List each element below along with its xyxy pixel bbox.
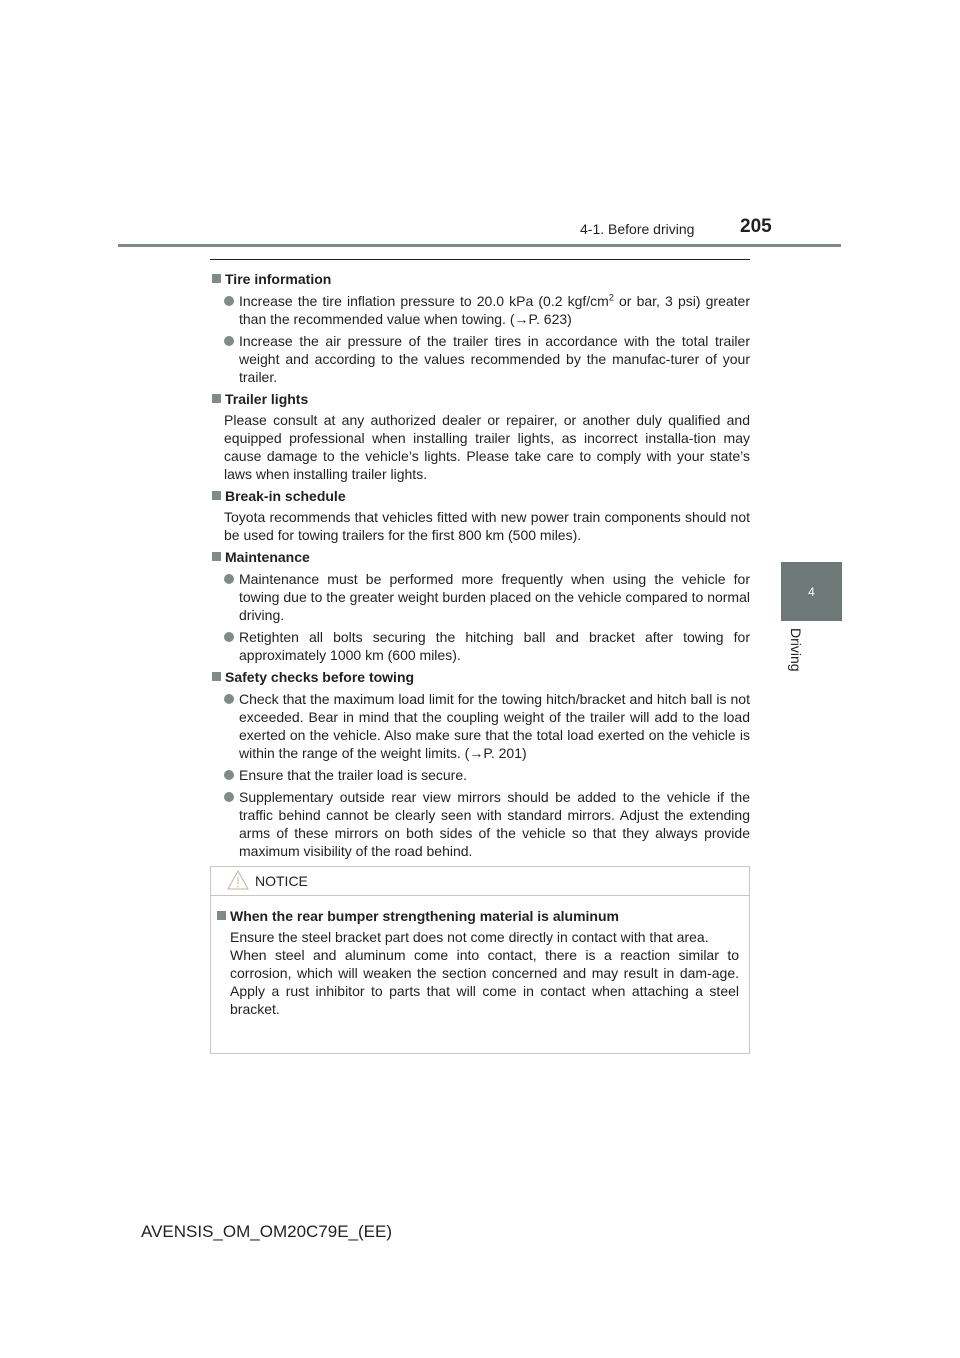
document-code: AVENSIS_OM_OM20C79E_(EE) xyxy=(141,1222,392,1241)
square-bullet-icon xyxy=(212,274,221,283)
notice-heading-text: When the rear bumper strengthening material is aluminum xyxy=(230,908,619,924)
list-item xyxy=(210,332,750,386)
header-rule xyxy=(118,244,841,247)
section-break-in-schedule xyxy=(210,487,750,544)
square-bullet-icon xyxy=(212,552,221,561)
paragraph: Toyota recommends that vehicles fitted with new power train components should not be used for towing trailers for the first 800 km (500 miles). xyxy=(224,509,750,543)
square-bullet-icon xyxy=(217,911,226,920)
section-heading-text: Tire information xyxy=(225,271,332,287)
notice-heading xyxy=(211,907,749,925)
list-item xyxy=(210,292,750,328)
list-item-text: Maintenance must be performed more frequently when using the vehicle for towing due to the greater weight burden placed on the vehicle compared to normal driving. xyxy=(239,571,750,623)
notice-label: NOTICE xyxy=(255,873,308,889)
notice-body xyxy=(211,907,749,1018)
section-heading xyxy=(210,548,750,566)
main-content xyxy=(210,266,750,860)
section-heading xyxy=(210,390,750,408)
list-item-text: Retighten all bolts securing the hitching ball and bracket after towing for approximately 1000 km (600 miles). xyxy=(239,629,750,663)
circle-bullet-icon xyxy=(224,336,234,346)
chapter-tab xyxy=(781,562,842,621)
content-rule xyxy=(210,259,750,260)
list-item-text: Check that the maximum load limit for the towing hitch/bracket and hitch ball is not exceeded. Bear in mind that the coupling weight of the trailer will add to the load exerted on the vehicle. Also make sure that the total load exerted on the vehicle is within the range of the weight limits. (→P. 201) xyxy=(239,691,750,761)
section-maintenance xyxy=(210,548,750,664)
circle-bullet-icon xyxy=(224,296,234,306)
circle-bullet-icon xyxy=(224,632,234,642)
notice-box xyxy=(210,866,750,1054)
chapter-tab-label: Driving xyxy=(788,628,804,672)
square-bullet-icon xyxy=(212,394,221,403)
section-safety-checks xyxy=(210,668,750,860)
list-item xyxy=(210,570,750,624)
notice-header xyxy=(211,867,749,896)
list-item-text: or bar, 3 psi) greater than the recommended value when towing. (→P. 623) xyxy=(239,293,750,327)
list-item xyxy=(210,766,750,784)
list-item-text: Increase the tire inflation pressure to 20.0 kPa (0.2 kgf/cm xyxy=(239,293,609,309)
section-heading-text: Maintenance xyxy=(225,549,310,565)
list-item xyxy=(210,690,750,762)
chapter-tab-number: 4 xyxy=(808,584,815,599)
superscript: 2 xyxy=(608,292,614,303)
section-tire-information xyxy=(210,270,750,386)
section-trailer-lights xyxy=(210,390,750,483)
square-bullet-icon xyxy=(212,491,221,500)
circle-bullet-icon xyxy=(224,770,234,780)
header-section-title: 4-1. Before driving xyxy=(580,221,695,237)
paragraph: Please consult at any authorized dealer or repairer, or another duly qualified and equipped professional when installing trailer lights, as incorrect installa-tion may cause damage to the vehicle’s lights. Please take care to comply with your state’s laws when installing trailer lights. xyxy=(224,412,750,482)
list-item-text: Increase the air pressure of the trailer tires in accordance with the total trailer weight and according to the values recommended by the manufac-turer of your trailer. xyxy=(239,333,750,385)
section-heading xyxy=(210,270,750,288)
square-bullet-icon xyxy=(212,672,221,681)
section-heading-text: Safety checks before towing xyxy=(225,669,415,685)
warning-triangle-icon xyxy=(227,870,249,890)
circle-bullet-icon xyxy=(224,574,234,584)
list-item xyxy=(210,628,750,664)
circle-bullet-icon xyxy=(224,694,234,704)
section-heading-text: Trailer lights xyxy=(225,391,309,407)
list-item xyxy=(210,788,750,860)
section-heading-text: Break-in schedule xyxy=(225,488,346,504)
list-item-text: Supplementary outside rear view mirrors should be added to the vehicle if the traffic behind cannot be clearly seen with standard mirrors. Adjust the extending arms of these mirrors on both sides of the vehicle so that they always provide maximum visibility of the road behind. xyxy=(239,789,750,859)
page-number: 205 xyxy=(740,216,772,237)
list-item-text: Ensure that the trailer load is secure. xyxy=(239,767,468,783)
notice-paragraph: Ensure the steel bracket part does not come directly in contact with that area. xyxy=(230,929,709,945)
section-heading xyxy=(210,487,750,505)
section-heading xyxy=(210,668,750,686)
notice-paragraph: When steel and aluminum come into contact, there is a reaction similar to corrosion, which will weaken the section concerned and may result in dam-age. Apply a rust inhibitor to parts that will come in contact when attaching a steel bracket. xyxy=(230,947,739,1017)
circle-bullet-icon xyxy=(224,792,234,802)
